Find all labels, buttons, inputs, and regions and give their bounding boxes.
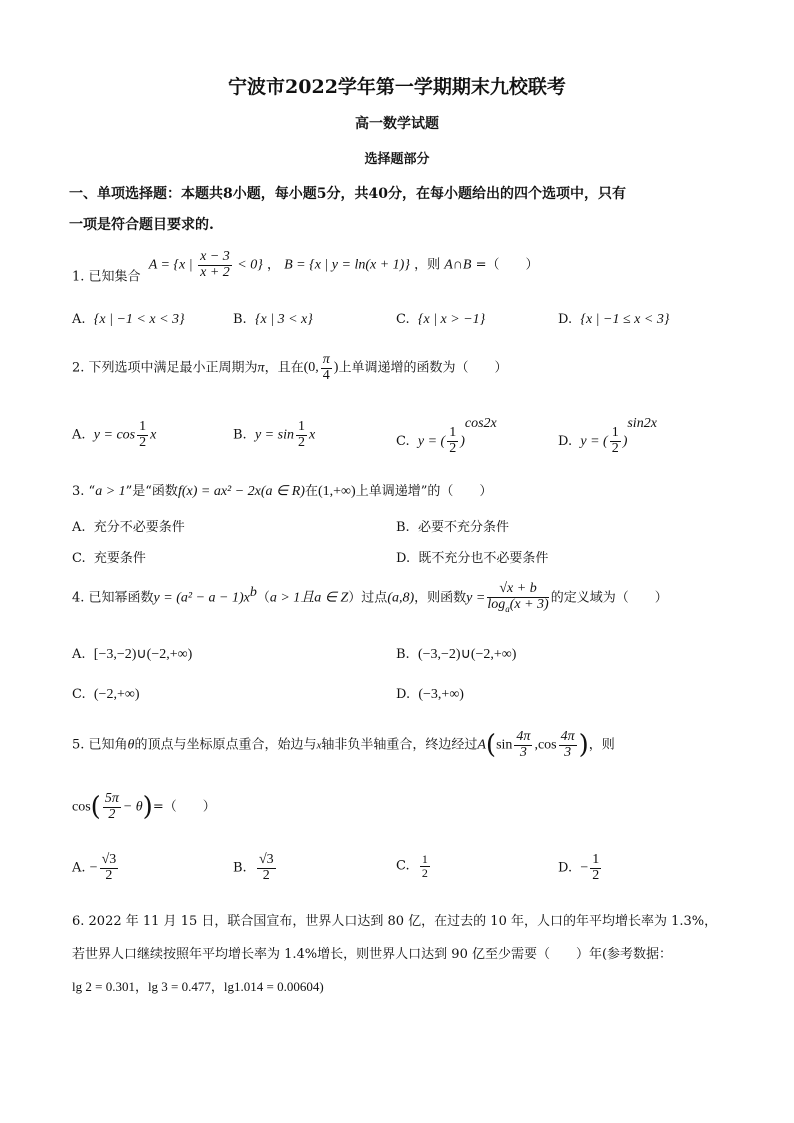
- option-pre: y = cos: [93, 427, 136, 443]
- q1-set-b: B = {x | y = ln(x + 1)}: [284, 257, 410, 273]
- q5-text2: 的顶点与坐标原点重合，始边与: [134, 737, 317, 753]
- q2-int-close: ): [333, 360, 339, 376]
- q4-text1: 4. 已知幂函数: [72, 590, 154, 606]
- option-label: C.: [396, 434, 410, 449]
- q5-cos-label: ,cos: [534, 737, 557, 753]
- q5-d2: 3: [564, 744, 572, 760]
- q2-mid: ，且在: [264, 360, 304, 376]
- q5-text3: 轴非负半轴重合，终边经过: [321, 737, 478, 753]
- option-pre: y = sin: [254, 427, 294, 443]
- question-6-line2: 若世界人口继续按照年平均增长率为 1.4%增长，则世界人口达到 90 亿至少需要（ ）年(参考数据：: [72, 947, 673, 962]
- q3-text4: 上单调递增”的（ ）: [355, 484, 493, 499]
- q1-option-a: [72, 312, 185, 328]
- q5-d3: 2: [108, 806, 116, 822]
- question-1: [72, 250, 538, 285]
- q5-option-d: [558, 853, 603, 883]
- option-post: ): [622, 434, 628, 449]
- q5-text4: ，则: [588, 737, 615, 753]
- q4-cond: a > 1且a ∈ Z: [269, 590, 349, 606]
- q4-point: (a,8): [387, 590, 415, 606]
- q4-text4: ，则函数: [414, 590, 467, 606]
- q1-set-a-rhs: < 0}: [237, 257, 263, 273]
- option-den: 2: [592, 867, 600, 883]
- option-label: C.: [72, 551, 86, 566]
- option-num: 1: [611, 425, 619, 441]
- q1-expr: A∩B: [444, 257, 472, 273]
- q2-prefix: 2. 下列选项中满足最小正周期为: [72, 360, 258, 376]
- page-subtitle: 高一数学试题: [355, 116, 439, 132]
- option-label: C.: [72, 687, 86, 702]
- q5-sin: sin: [496, 737, 513, 753]
- q4-exp: b: [249, 585, 257, 601]
- option-fraction: [257, 853, 276, 883]
- option-num: 1: [449, 425, 457, 441]
- option-text: (−3,−2)∪(−2,+∞): [417, 647, 517, 662]
- q5-ask: =（ ）: [152, 799, 216, 815]
- option-den: 2: [611, 441, 619, 456]
- option-text: (−3,+∞): [418, 687, 464, 702]
- option-fraction: [420, 853, 430, 879]
- option-den: 2: [139, 434, 147, 450]
- q1-prefix: 1. 已知集合: [72, 269, 141, 285]
- option-fraction: [137, 420, 148, 450]
- option-post: ): [460, 434, 465, 449]
- q5-d1: 3: [519, 744, 527, 760]
- q3-option-c: [72, 547, 146, 566]
- page-title: 宁波市2022学年第一学期期末九校联考: [228, 76, 566, 98]
- q4-option-a: [72, 646, 192, 663]
- q1-set-a-num: x − 3: [200, 249, 230, 264]
- option-fraction: [610, 426, 621, 456]
- option-text: 充要条件: [93, 551, 146, 566]
- q4-den-sub: a: [505, 603, 510, 614]
- q5-tail: − θ: [122, 799, 143, 815]
- option-pre: y = (: [417, 434, 446, 449]
- q3-interval: (1,+∞): [317, 484, 356, 499]
- option-label: D.: [558, 860, 573, 876]
- option-label: B.: [233, 427, 247, 443]
- q1-set-a-lhs: A = {x |: [148, 257, 193, 273]
- q4-text3: ）过点: [348, 590, 388, 606]
- option-exponent: sin2x: [627, 416, 657, 431]
- section-heading-line1: 一、单项选择题：本题共8小题，每小题5分，共40分，在每小题给出的四个选项中，只有: [69, 186, 626, 202]
- q5-n2: 4π: [560, 729, 575, 744]
- q4-option-c: [72, 687, 140, 703]
- option-num: 1: [592, 852, 600, 867]
- q5-paren-open: (: [485, 730, 497, 761]
- q3-func: f(x) = ax² − 2x(a ∈ R): [177, 484, 305, 499]
- q1-set-a-den: x + 2: [200, 264, 230, 280]
- q4-den-tail: (x + 3): [509, 596, 549, 612]
- option-den: 2: [421, 865, 428, 880]
- option-fraction: [447, 426, 458, 456]
- q5-n1: 4π: [516, 729, 531, 744]
- q1-mid: ，: [266, 257, 280, 273]
- option-label: D.: [558, 434, 573, 449]
- section-heading-line2: 一项是符合题目要求的.: [69, 217, 214, 233]
- q3-text1: 3. “: [72, 484, 96, 499]
- q2-int-open: (0,: [303, 360, 319, 376]
- option-text: {x | −1 < x < 3}: [93, 312, 185, 327]
- q5-frac3: [103, 792, 121, 822]
- option-label: A.: [72, 520, 86, 535]
- option-fraction: [296, 420, 307, 450]
- option-text: (−2,+∞): [93, 687, 140, 702]
- q2-pi: π: [257, 360, 265, 376]
- q2-option-a: [72, 420, 156, 450]
- option-text: {x | 3 < x}: [254, 312, 313, 327]
- option-sign: −: [89, 860, 98, 876]
- option-label: A.: [72, 860, 86, 876]
- option-exponent: cos2x: [464, 416, 497, 431]
- q5-point-a: A: [477, 737, 486, 753]
- option-post: x: [150, 427, 157, 443]
- q4-ylab: y =: [466, 590, 486, 606]
- q5-paren2-open: (: [90, 792, 101, 823]
- option-sign: −: [580, 860, 589, 876]
- question-5-expr: [72, 792, 216, 822]
- part-heading: 选择题部分: [364, 152, 430, 167]
- option-text: [−3,−2)∪(−2,+∞): [93, 647, 193, 662]
- option-fraction: [590, 853, 601, 883]
- q5-paren2-close: ): [142, 792, 153, 823]
- q5-option-b: [233, 853, 278, 883]
- option-label: D.: [396, 687, 411, 702]
- option-text: 必要不充分条件: [417, 520, 509, 535]
- question-4: [72, 582, 668, 614]
- option-den: 2: [262, 867, 270, 883]
- q5-xvar: x: [316, 739, 322, 752]
- q1-set-a: [149, 250, 263, 280]
- question-6-line3: lg 2 = 0.301，lg 3 = 0.477，lg1.014 = 0.00604): [72, 979, 324, 994]
- option-den: 2: [297, 434, 305, 450]
- q2-option-d: [558, 416, 657, 457]
- option-text: 充分不必要条件: [93, 520, 185, 535]
- q2-option-c: [396, 416, 497, 457]
- option-label: B.: [233, 312, 247, 327]
- q2-option-b: [233, 420, 315, 450]
- q1-option-d: [558, 312, 669, 328]
- q5-theta: θ: [127, 737, 135, 753]
- option-num: 1: [421, 852, 428, 866]
- q4-num: √x + b: [487, 582, 548, 598]
- q3-text2: ”是“函数: [125, 484, 178, 499]
- q2-int-den: 4: [322, 367, 330, 383]
- q2-int-num: π: [322, 352, 330, 367]
- q5-cos: cos: [72, 799, 91, 815]
- q4-text2: （: [256, 590, 270, 606]
- q3-text3: 在: [304, 484, 318, 499]
- option-label: A.: [72, 647, 86, 662]
- option-label: A.: [72, 427, 86, 443]
- option-label: D.: [558, 312, 573, 327]
- q3-option-b: [396, 516, 509, 535]
- question-3: [72, 480, 492, 500]
- option-num: √3: [101, 852, 117, 867]
- q1-set-a-fraction: [198, 250, 232, 280]
- q1-suffix: ，则: [414, 257, 441, 273]
- option-label: B.: [396, 647, 410, 662]
- q5-text1: 5. 已知角: [72, 737, 128, 753]
- q5-n3: 5π: [104, 791, 119, 806]
- question-5: [72, 730, 615, 760]
- question-2: [72, 353, 507, 383]
- option-post: x: [308, 427, 316, 443]
- q4-option-d: [396, 687, 464, 703]
- option-pre: y = (: [580, 434, 608, 449]
- q4-text5: 的定义域为（ ）: [550, 590, 668, 606]
- q5-paren-close: ): [578, 730, 589, 761]
- option-label: B.: [396, 520, 410, 535]
- option-label: A.: [72, 312, 86, 327]
- q4-fraction: [487, 582, 548, 614]
- option-num: 1: [139, 419, 147, 434]
- q3-option-a: [72, 516, 185, 535]
- q4-option-b: [396, 646, 516, 663]
- q4-func: y = (a² − a − 1)x: [153, 590, 250, 606]
- q1-ask: =（ ）: [475, 257, 539, 273]
- q1-option-b: [233, 312, 313, 328]
- option-num: 1: [297, 419, 305, 434]
- option-fraction: [100, 853, 119, 883]
- q2-suffix: 上单调递增的函数为（ ）: [338, 360, 508, 376]
- q5-option-a: [72, 853, 120, 883]
- option-label: B.: [233, 860, 247, 876]
- option-den: 2: [449, 441, 457, 456]
- question-6-line1: 6. 2022 年 11 月 15 日，联合国宣布，世界人口达到 80 亿，在过去的 10 年，人口的年平均增长率为 1.3%，: [72, 914, 718, 929]
- q1-option-c: [396, 312, 485, 328]
- q3-cond: a > 1: [95, 484, 126, 499]
- q5-frac2: [559, 730, 577, 760]
- option-text: {x | −1 ≤ x < 3}: [580, 312, 670, 327]
- q2-int-fraction: [321, 353, 332, 383]
- q5-frac1: [514, 730, 532, 760]
- option-den: 2: [105, 867, 113, 883]
- option-text: {x | x > −1}: [417, 312, 486, 327]
- q3-option-d: [396, 547, 548, 566]
- option-label: C.: [396, 312, 410, 327]
- option-text: 既不充分也不必要条件: [418, 551, 549, 566]
- option-label: C.: [396, 858, 410, 874]
- q5-option-c: [396, 853, 432, 879]
- option-label: D.: [396, 551, 411, 566]
- q2-interval: [303, 352, 339, 383]
- option-num: √3: [258, 852, 274, 867]
- q4-den: log: [487, 596, 506, 612]
